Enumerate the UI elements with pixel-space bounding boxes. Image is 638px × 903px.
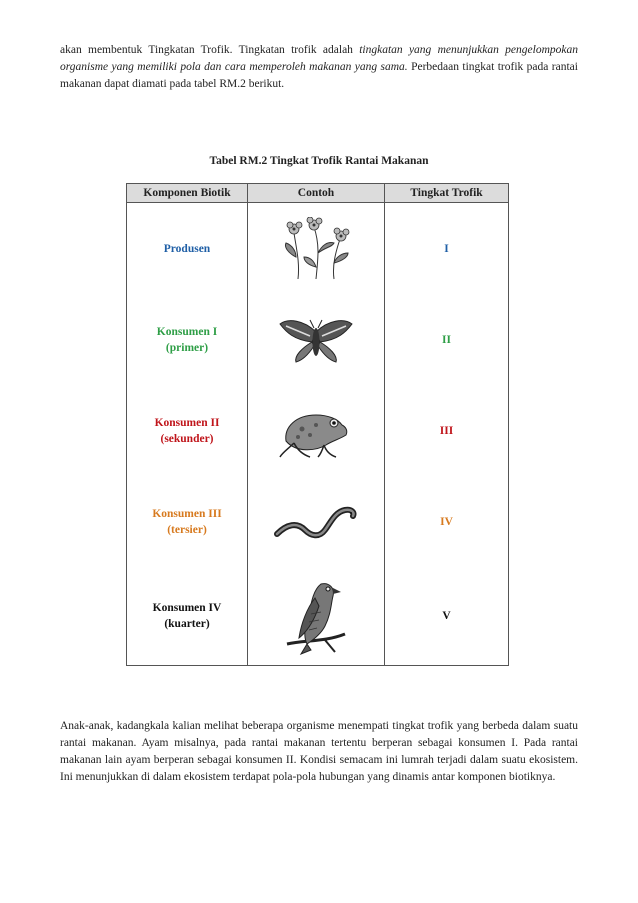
component-subname: (tersier) [167,523,207,536]
example-cell [248,203,385,295]
snake-icon [271,500,361,544]
biotic-component-cell [127,203,248,295]
table-row [127,476,509,567]
intro-text-3: Perbedaan tingkat trofik pada rantai makanan dapat diamati pada tabel RM.2 berikut. [60,61,578,90]
trophic-level-table [126,183,509,666]
table-row [127,385,509,476]
intro-definition: tingkatan yang menunjukkan pengelompokan organisme yang memiliki pola dan cara memperoleh makanan yang sama. [60,44,578,73]
biotic-component-cell [127,476,248,567]
intro-paragraph [60,42,578,93]
component-subname: (primer) [165,341,209,354]
table-caption: Tabel RM.2 Tingkat Trofik Rantai Makanan [209,155,429,167]
header-example: Contoh [248,184,385,203]
biotic-component-cell [127,567,248,666]
example-cell [248,385,385,476]
moth-icon [276,314,356,366]
trophic-level-cell: IV [385,476,509,567]
frog-icon [276,403,356,459]
component-subname: (kuarter) [164,618,210,630]
component-name: Konsumen I [156,325,218,338]
trophic-level-cell: V [385,567,509,666]
header-trophic-level: Tingkat Trofik [385,184,509,203]
header-biotic-component: Komponen Biotik [127,184,248,203]
trophic-level-cell: III [385,385,509,476]
table-row [127,567,509,666]
component-name: Konsumen II [154,416,220,429]
flowering-plant-icon [276,217,356,281]
closing-paragraph: Anak-anak, kadangkala kalian melihat beberapa organisme menempati tingkat trofik yang berbeda dalam suatu rantai makanan. Ayam misalnya, pada rantai makanan tertentu berperan sebagai konsumen I. Pada rantai makanan lain ayam berperan sebagai konsumen II. Kondisi semacam ini lumrah terjadi dalam suatu ekosistem. Ini menunjukkan di dalam ekosistem terdapat pola-pola hubungan yang dinamis antar komponen biotiknya. [60,720,578,783]
table-header-row [127,184,509,203]
intro-text-1: akan membentuk Tingkatan Trofik. Tingkatan trofik adalah [60,44,360,56]
table-row [127,203,509,295]
component-name: Konsumen IV [152,602,222,614]
hawk-icon [281,574,351,658]
component-name: Konsumen III [152,507,222,520]
example-cell [248,294,385,385]
component-subname: (sekunder) [160,432,214,445]
biotic-component-cell [127,294,248,385]
trophic-level-cell: II [385,294,509,385]
trophic-level-cell: I [385,203,509,295]
example-cell [248,567,385,666]
component-name: Produsen [163,242,211,255]
table-row [127,294,509,385]
biotic-component-cell [127,385,248,476]
example-cell [248,476,385,567]
